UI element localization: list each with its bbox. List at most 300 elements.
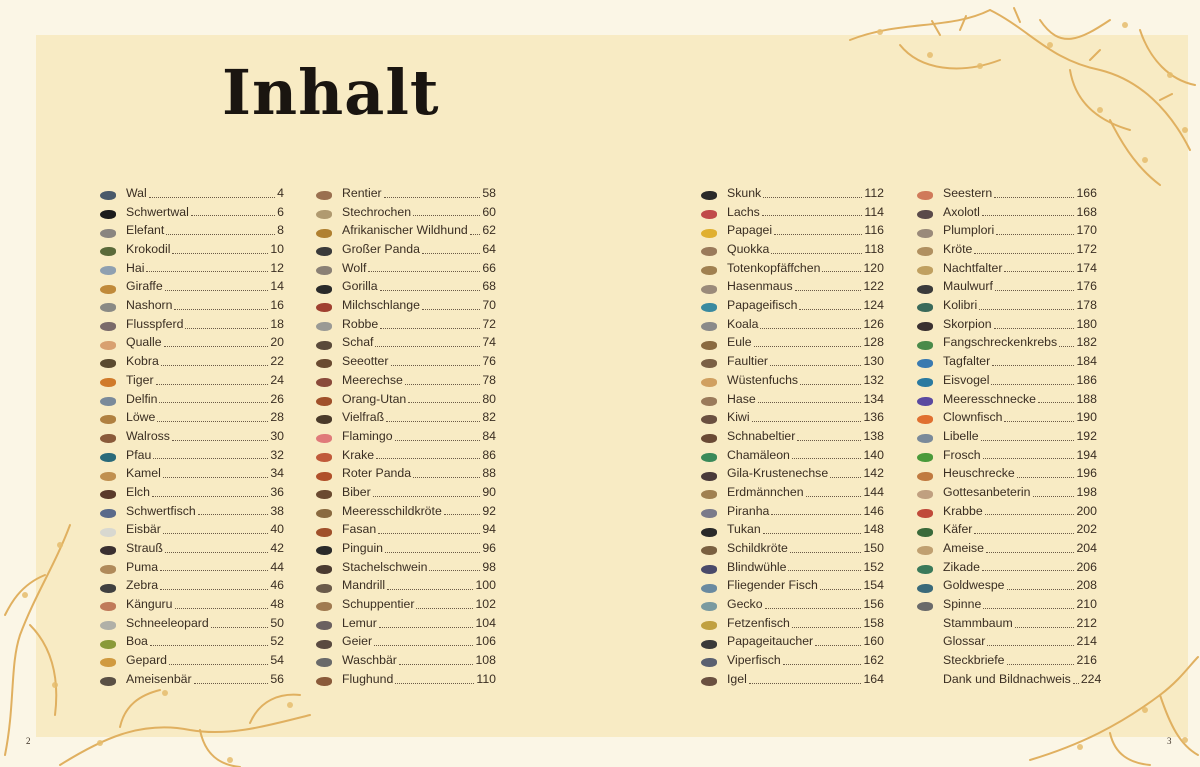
porcupine-icon xyxy=(312,562,336,576)
toc-entry-title: Papageitaucher xyxy=(727,634,814,649)
dot-leader xyxy=(1017,477,1075,478)
toc-entry-title: Gottesanbeterin xyxy=(943,484,1031,499)
toc-entry[interactable] xyxy=(96,614,284,633)
axolotl-icon xyxy=(913,207,937,221)
dot-leader xyxy=(800,384,861,385)
toc-entry[interactable] xyxy=(697,464,884,483)
toc-entry[interactable] xyxy=(312,633,496,652)
mantis-shrimp-icon xyxy=(913,338,937,352)
cicada-icon xyxy=(913,562,937,576)
toc-entry-page: 120 xyxy=(863,260,884,275)
zebra-icon xyxy=(96,581,120,595)
toc-entry[interactable] xyxy=(697,651,884,670)
squirrel-monkey-icon-shape xyxy=(701,266,717,275)
dolphin-icon-shape xyxy=(100,397,116,406)
toc-entry-page: 50 xyxy=(270,615,284,630)
beaver-icon-shape xyxy=(316,490,332,499)
toc-column-3 xyxy=(697,184,884,689)
toc-entry-title: Faultier xyxy=(727,354,769,369)
toc-entry[interactable] xyxy=(913,464,1097,483)
parrot-icon-shape xyxy=(701,229,717,238)
dot-leader xyxy=(149,197,275,198)
sea-otter-icon xyxy=(312,357,336,371)
toc-entry[interactable] xyxy=(96,240,284,259)
toc-entry-title: Libelle xyxy=(943,428,979,443)
toc-entry[interactable] xyxy=(697,203,884,222)
toc-entry[interactable] xyxy=(312,502,496,521)
beetle-icon xyxy=(913,525,937,539)
toc-entry-title: Mandrill xyxy=(342,578,386,593)
toc-entry[interactable] xyxy=(697,259,884,278)
toc-entry-title: Eisbär xyxy=(126,522,161,537)
cuckoo-wasp-icon xyxy=(913,581,937,595)
toc-entry[interactable] xyxy=(697,221,884,240)
toc-entry[interactable] xyxy=(913,595,1097,614)
scorpion-icon xyxy=(913,320,937,334)
toc-entry-page: 92 xyxy=(482,503,496,518)
toc-entry[interactable] xyxy=(96,670,284,689)
toc-entry[interactable] xyxy=(913,651,1097,670)
toc-entry-page: 128 xyxy=(863,335,884,350)
sea-slug-icon-shape xyxy=(917,397,933,406)
beetle-icon-shape xyxy=(917,528,933,537)
toc-entry-title: Hasenmaus xyxy=(727,279,793,294)
starfish-icon xyxy=(913,189,937,203)
dot-leader xyxy=(822,271,861,272)
toc-entry[interactable] xyxy=(312,296,496,315)
polar-bear-icon xyxy=(96,525,120,539)
toc-entry[interactable] xyxy=(913,576,1097,595)
toc-entry[interactable] xyxy=(697,502,884,521)
toc-entry[interactable] xyxy=(312,464,496,483)
toc-entry-page: 82 xyxy=(482,410,496,425)
toc-column-4 xyxy=(913,184,1102,689)
toc-entry[interactable] xyxy=(312,184,496,203)
vulture-icon-shape xyxy=(316,640,332,649)
toc-entry-page: 46 xyxy=(270,578,284,593)
toc-entry[interactable] xyxy=(913,520,1097,539)
toc-entry-title: Hase xyxy=(727,391,756,406)
dot-leader xyxy=(153,458,268,459)
lemur-icon-shape xyxy=(316,621,332,630)
puffin-icon xyxy=(697,637,721,651)
toc-entry-page: 202 xyxy=(1076,522,1097,537)
toc-entry[interactable] xyxy=(312,446,496,465)
toc-entry-page: 96 xyxy=(482,541,496,556)
toc-entry[interactable] xyxy=(312,483,496,502)
toc-entry[interactable] xyxy=(96,259,284,278)
vulture-icon xyxy=(312,637,336,651)
toc-entry-page: 18 xyxy=(270,316,284,331)
toc-entry-title: Flamingo xyxy=(342,428,393,443)
toc-entry-page: 34 xyxy=(270,466,284,481)
milk-snake-icon xyxy=(312,301,336,315)
toc-entry[interactable] xyxy=(913,633,1097,652)
seal-icon-shape xyxy=(316,322,332,331)
platypus-icon xyxy=(697,432,721,446)
dot-leader xyxy=(413,477,480,478)
anteater-icon xyxy=(96,675,120,689)
toc-entry[interactable] xyxy=(697,595,884,614)
toc-entry-page: 204 xyxy=(1076,541,1097,556)
toc-entry-page: 164 xyxy=(863,671,884,686)
toc-entry[interactable] xyxy=(96,464,284,483)
toc-entry[interactable] xyxy=(913,240,1097,259)
sloth-icon xyxy=(697,357,721,371)
toc-entry[interactable] xyxy=(913,259,1097,278)
toc-entry[interactable] xyxy=(312,390,496,409)
toc-entry[interactable] xyxy=(312,408,496,427)
toc-entry[interactable] xyxy=(913,539,1097,558)
dragonfly-icon-shape xyxy=(917,434,933,443)
toc-entry[interactable] xyxy=(913,352,1097,371)
dot-leader xyxy=(399,664,474,665)
jellyfish-icon-shape xyxy=(100,341,116,350)
toc-entry[interactable] xyxy=(96,595,284,614)
toc-entry-title: Chamäleon xyxy=(727,447,790,462)
toc-entry-page: 100 xyxy=(475,578,496,593)
toc-entry[interactable] xyxy=(697,670,884,689)
caecilian-icon-shape xyxy=(701,565,717,574)
pangolin-icon xyxy=(312,600,336,614)
dot-leader xyxy=(157,421,268,422)
toc-entry-title: Orang-Utan xyxy=(342,391,407,406)
toc-entry-page: 44 xyxy=(270,559,284,574)
koala-icon-shape xyxy=(701,322,717,331)
toc-entry-title: Käfer xyxy=(943,522,973,537)
dot-leader xyxy=(172,440,268,441)
toc-entry[interactable] xyxy=(697,483,884,502)
dot-leader xyxy=(166,234,275,235)
toc-entry[interactable] xyxy=(697,446,884,465)
toc-entry-title: Nachtfalter xyxy=(943,260,1003,275)
toc-entry[interactable] xyxy=(96,221,284,240)
gecko-icon xyxy=(697,600,721,614)
toc-entry[interactable] xyxy=(697,408,884,427)
toc-entry-title: Ameise xyxy=(943,541,985,556)
wolverine-icon-shape xyxy=(316,415,332,424)
toc-entry-title: Känguru xyxy=(126,597,173,612)
toc-entry-title: Puma xyxy=(126,559,159,574)
toc-entry-title: Delfin xyxy=(126,391,158,406)
hare-icon xyxy=(697,394,721,408)
toc-entry[interactable] xyxy=(96,371,284,390)
toc-entry-page: 184 xyxy=(1076,354,1097,369)
toc-entry-title: Kobra xyxy=(126,354,159,369)
toc-entry-page: 152 xyxy=(863,559,884,574)
salmon-icon xyxy=(697,207,721,221)
toc-entry-title: Afrikanischer Wildhund xyxy=(342,223,468,238)
toc-entry-title: Eule xyxy=(727,335,752,350)
toc-entry[interactable] xyxy=(913,390,1097,409)
toc-entry[interactable] xyxy=(697,390,884,409)
wild-dog-icon-shape xyxy=(316,229,332,238)
dot-leader xyxy=(379,627,474,628)
toc-entry[interactable] xyxy=(312,371,496,390)
toc-entry-page: 114 xyxy=(864,204,884,219)
toc-entry[interactable] xyxy=(913,502,1097,521)
tiger-icon-shape xyxy=(100,378,116,387)
octopus-icon-shape xyxy=(316,453,332,462)
toc-entry[interactable] xyxy=(913,334,1097,353)
dot-leader xyxy=(161,365,268,366)
shark-icon-shape xyxy=(100,266,116,275)
toc-entry-title: Qualle xyxy=(126,335,162,350)
parrotfish-icon xyxy=(697,301,721,315)
toc-entry-page: 156 xyxy=(863,597,884,612)
toc-entry[interactable] xyxy=(913,614,1097,633)
toc-entry[interactable] xyxy=(312,670,496,689)
toc-entry[interactable] xyxy=(96,558,284,577)
toc-entry[interactable] xyxy=(96,296,284,315)
dot-leader xyxy=(169,664,268,665)
toc-entry[interactable] xyxy=(96,408,284,427)
toc-entry-page: 162 xyxy=(863,653,884,668)
toc-entry-title: Schneeleopard xyxy=(126,615,209,630)
toc-entry-title: Blindwühle xyxy=(727,559,787,574)
dot-leader xyxy=(1004,421,1074,422)
toc-entry[interactable] xyxy=(697,539,884,558)
toc-entry[interactable] xyxy=(697,352,884,371)
toc-entry[interactable] xyxy=(697,277,884,296)
toc-entry[interactable] xyxy=(697,240,884,259)
toc-entry-page: 48 xyxy=(270,597,284,612)
leafy-seadragon-icon xyxy=(697,619,721,633)
toc-entry[interactable] xyxy=(96,446,284,465)
cheetah-icon-shape xyxy=(100,658,116,667)
toc-entry-title: Roter Panda xyxy=(342,466,412,481)
sheep-icon-shape xyxy=(316,341,332,350)
toc-entry-title: Flughund xyxy=(342,671,394,686)
toc-entry[interactable] xyxy=(96,576,284,595)
moose-icon-shape xyxy=(100,490,116,499)
dot-leader xyxy=(163,533,268,534)
toc-entry[interactable] xyxy=(913,184,1097,203)
whale-icon-shape xyxy=(100,191,116,200)
dot-leader xyxy=(760,328,861,329)
dot-leader xyxy=(987,645,1074,646)
toc-entry[interactable] xyxy=(913,277,1097,296)
toc-entry[interactable] xyxy=(96,184,284,203)
clownfish-icon xyxy=(913,413,937,427)
swordfish-icon xyxy=(96,506,120,520)
cuckoo-wasp-icon-shape xyxy=(917,584,933,593)
toc-entry-page: 20 xyxy=(270,335,284,350)
toc-entry[interactable] xyxy=(312,614,496,633)
dot-leader xyxy=(1004,271,1074,272)
toc-entry-title: Gepard xyxy=(126,653,168,668)
toc-entry-page: 194 xyxy=(1076,447,1097,462)
fennec-icon-shape xyxy=(701,378,717,387)
toc-entry-title: Koala xyxy=(727,316,759,331)
toc-entry-title: Eisvogel xyxy=(943,372,990,387)
toc-entry-page: 176 xyxy=(1076,279,1097,294)
toc-entry-page: 72 xyxy=(482,316,496,331)
toc-entry[interactable] xyxy=(697,184,884,203)
toc-entry[interactable] xyxy=(913,670,1102,689)
toc-entry[interactable] xyxy=(96,651,284,670)
toc-entry-title: Heuschrecke xyxy=(943,466,1015,481)
toc-entry-page: 66 xyxy=(482,260,496,275)
toc-entry[interactable] xyxy=(697,427,884,446)
toc-entry-page: 180 xyxy=(1076,316,1097,331)
toc-entry-title: Zikade xyxy=(943,559,980,574)
toc-entry-page: 32 xyxy=(270,447,284,462)
toucan-icon xyxy=(697,525,721,539)
toc-entry-title: Meeresschildkröte xyxy=(342,503,442,518)
toc-entry[interactable] xyxy=(697,334,884,353)
toc-entry[interactable] xyxy=(312,558,496,577)
toc-entry-title: Pinguin xyxy=(342,541,384,556)
toc-entry-page: 54 xyxy=(270,653,284,668)
toc-entry-page: 210 xyxy=(1076,597,1097,612)
dot-leader xyxy=(172,253,268,254)
toc-entry-page: 42 xyxy=(270,541,284,556)
toc-entry-title: Schnabeltier xyxy=(727,428,796,443)
zebra-icon-shape xyxy=(100,584,116,593)
toc-entry[interactable] xyxy=(312,259,496,278)
toc-entry[interactable] xyxy=(96,315,284,334)
toc-entry[interactable] xyxy=(913,483,1097,502)
mantis-shrimp-icon-shape xyxy=(917,341,933,350)
toc-entry-page: 188 xyxy=(1076,391,1097,406)
toc-entry[interactable] xyxy=(913,203,1097,222)
toc-entry-title: Schwertfisch xyxy=(126,503,196,518)
toc-entry[interactable] xyxy=(96,520,284,539)
beaver-icon xyxy=(312,488,336,502)
toc-entry[interactable] xyxy=(697,315,884,334)
toc-entry-title: Schuppentier xyxy=(342,597,415,612)
toc-entry[interactable] xyxy=(96,203,284,222)
toc-entry[interactable] xyxy=(96,334,284,353)
toc-entry-title: Giraffe xyxy=(126,279,163,294)
toc-entry[interactable] xyxy=(96,633,284,652)
toc-entry[interactable] xyxy=(312,427,496,446)
toc-entry[interactable] xyxy=(697,296,884,315)
toc-entry[interactable] xyxy=(312,520,496,539)
toc-entry-page: 208 xyxy=(1076,578,1097,593)
toc-entry[interactable] xyxy=(913,408,1097,427)
rhino-icon xyxy=(96,301,120,315)
toc-entry-title: Hai xyxy=(126,260,145,275)
toc-entry-title: Stechrochen xyxy=(342,204,412,219)
camel-icon xyxy=(96,469,120,483)
dot-leader xyxy=(1073,683,1079,684)
toc-entry[interactable] xyxy=(697,520,884,539)
ant-icon-shape xyxy=(917,546,933,555)
toc-entry-page: 24 xyxy=(270,372,284,387)
toc-entry-title: Elefant xyxy=(126,223,165,238)
toc-entry-title: Papageifisch xyxy=(727,298,798,313)
toc-entry[interactable] xyxy=(697,558,884,577)
dot-leader xyxy=(194,683,269,684)
giraffe-icon xyxy=(96,282,120,296)
toc-entry-title: Gecko xyxy=(727,597,763,612)
toc-entry[interactable] xyxy=(913,296,1097,315)
toc-entry[interactable] xyxy=(96,352,284,371)
toc-entry[interactable] xyxy=(96,277,284,296)
skunk-icon xyxy=(697,189,721,203)
toc-entry[interactable] xyxy=(312,651,496,670)
toc-entry[interactable] xyxy=(697,614,884,633)
dot-leader xyxy=(164,346,269,347)
toc-entry-title: Schaf xyxy=(342,335,374,350)
reindeer-icon-shape xyxy=(316,191,332,200)
page-title: Inhalt xyxy=(222,56,440,129)
toc-entry[interactable] xyxy=(312,203,496,222)
slow-loris-icon-shape xyxy=(917,229,933,238)
toc-entry[interactable] xyxy=(913,315,1097,334)
toc-entry-page: 90 xyxy=(482,484,496,499)
toc-entry[interactable] xyxy=(697,633,884,652)
toc-entry[interactable] xyxy=(312,595,496,614)
toc-entry[interactable] xyxy=(913,558,1097,577)
cobra-icon xyxy=(96,357,120,371)
toc-entry-page: 138 xyxy=(863,428,884,443)
toc-entry[interactable] xyxy=(96,539,284,558)
toc-entry-title: Großer Panda xyxy=(342,242,420,257)
toc-entry-page: 74 xyxy=(482,335,496,350)
toc-entry-page: 144 xyxy=(863,484,884,499)
toc-entry[interactable] xyxy=(312,352,496,371)
sea-turtle-icon-shape xyxy=(316,509,332,518)
rhino-icon-shape xyxy=(100,303,116,312)
toc-entry-page: 94 xyxy=(482,522,496,537)
dot-leader xyxy=(380,290,481,291)
toc-entry[interactable] xyxy=(312,277,496,296)
toc-entry[interactable] xyxy=(312,334,496,353)
panda-icon xyxy=(312,245,336,259)
shark-icon xyxy=(96,263,120,277)
flying-fish-icon-shape xyxy=(701,584,717,593)
toc-entry[interactable] xyxy=(913,221,1097,240)
toc-entry[interactable] xyxy=(913,446,1097,465)
toc-entry-title: Fangschreckenkrebs xyxy=(943,335,1058,350)
toc-entry-page: 122 xyxy=(863,279,884,294)
toc-entry[interactable] xyxy=(312,315,496,334)
toc-entry-title: Biber xyxy=(342,484,371,499)
toc-entry[interactable] xyxy=(913,427,1097,446)
toc-entry[interactable] xyxy=(96,502,284,521)
seal-icon xyxy=(312,320,336,334)
toc-entry-page: 124 xyxy=(863,298,884,313)
toc-entry[interactable] xyxy=(96,427,284,446)
toc-entry-page: 196 xyxy=(1076,466,1097,481)
toc-entry-title: Tagfalter xyxy=(943,354,991,369)
toc-entry-title: Robbe xyxy=(342,316,379,331)
dot-leader xyxy=(386,421,480,422)
piranha-icon-shape xyxy=(701,509,717,518)
kiwi-icon-shape xyxy=(701,415,717,424)
toc-entry[interactable] xyxy=(96,390,284,409)
toc-entry-page: 134 xyxy=(863,391,884,406)
toc-entry[interactable] xyxy=(312,240,496,259)
toc-entry-page: 12 xyxy=(270,260,284,275)
toc-entry[interactable] xyxy=(697,371,884,390)
toc-entry[interactable] xyxy=(312,221,496,240)
orca-icon-shape xyxy=(100,210,116,219)
toc-entry[interactable] xyxy=(697,576,884,595)
toc-entry-page: 30 xyxy=(270,428,284,443)
toc-entry-title: Tiger xyxy=(126,372,154,387)
dot-leader xyxy=(992,365,1074,366)
lion-icon xyxy=(96,413,120,427)
toc-entry[interactable] xyxy=(312,539,496,558)
toc-entry[interactable] xyxy=(913,371,1097,390)
crab-icon xyxy=(913,506,937,520)
toc-entry[interactable] xyxy=(96,483,284,502)
toc-entry[interactable] xyxy=(312,576,496,595)
